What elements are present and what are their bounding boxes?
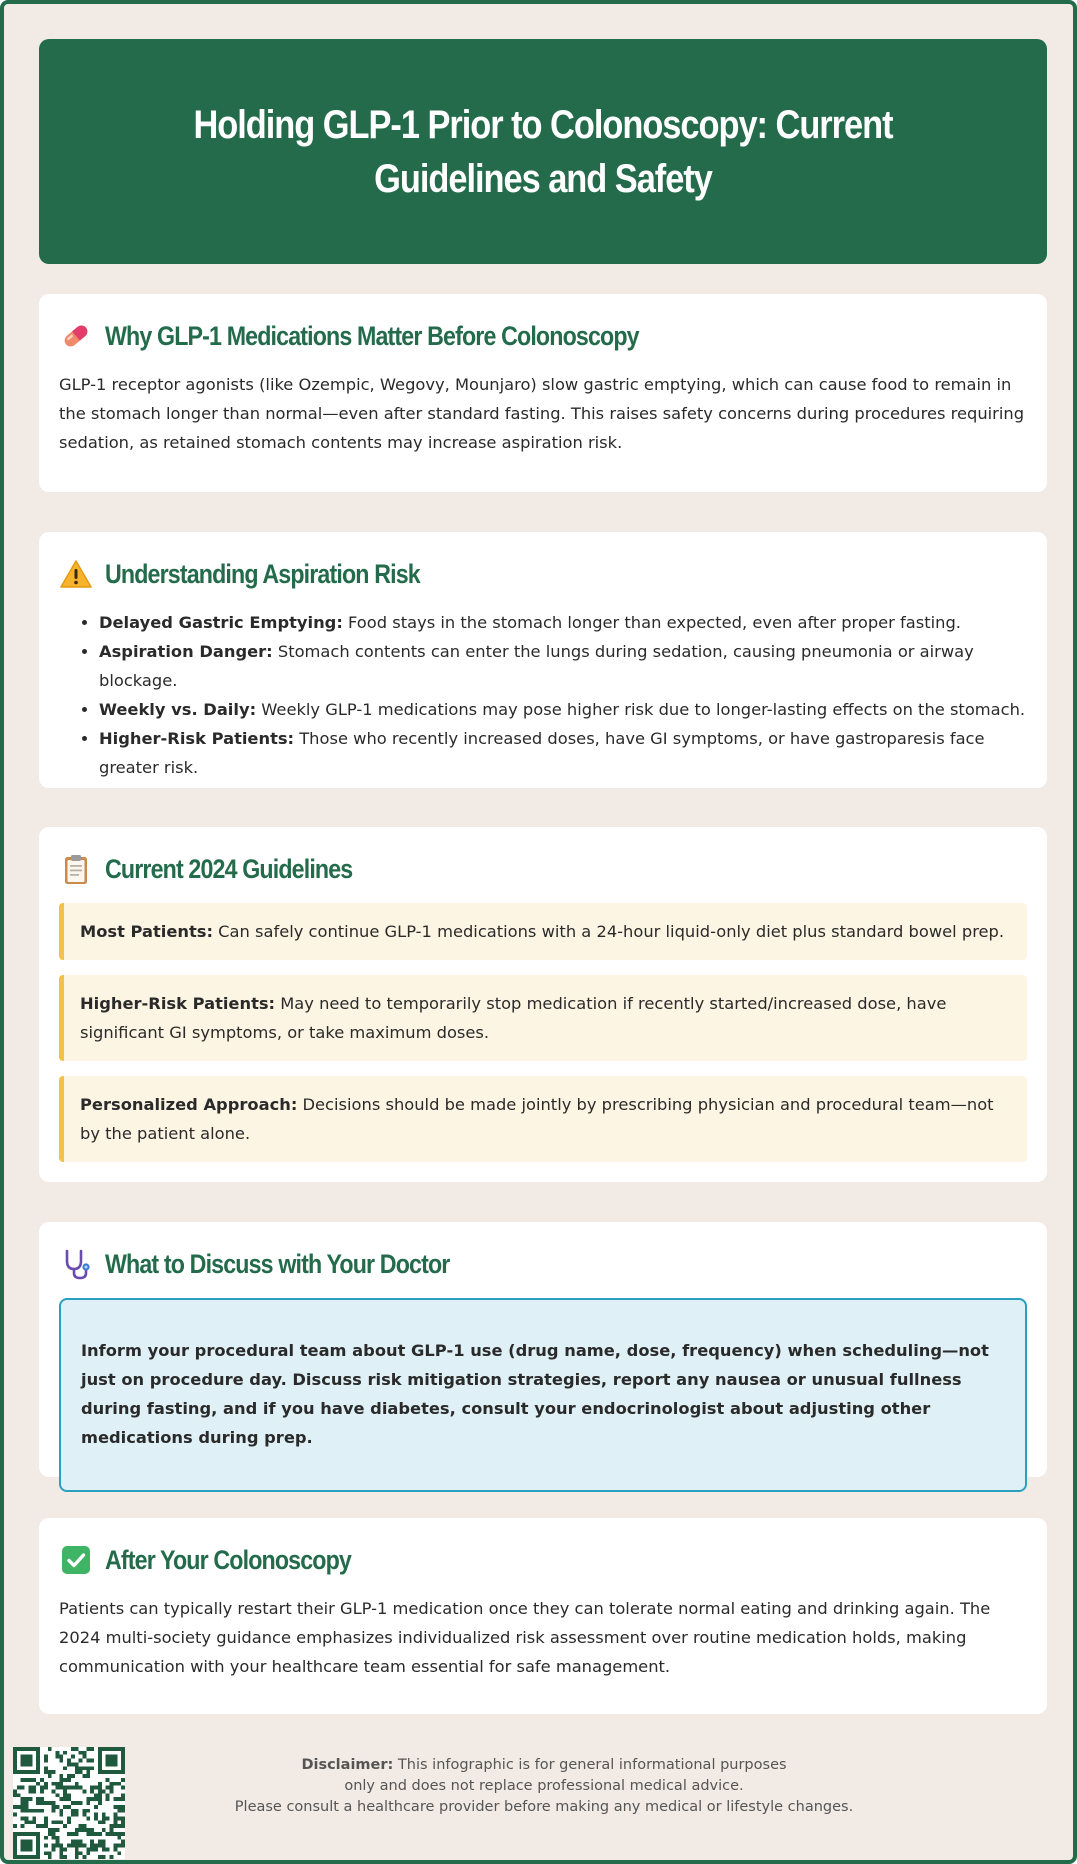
card-discuss-doctor — [39, 1222, 1047, 1477]
guideline-text: Decisions should be made jointly by prescribing physician and procedural team—not by the patient alone. — [80, 1095, 994, 1143]
disclaimer-line: Please consult a healthcare provider before making any medical or lifestyle changes. — [234, 1799, 854, 1815]
guideline-label: Personalized Approach: — [80, 1095, 298, 1114]
risk-list — [59, 608, 1027, 782]
pill-icon — [59, 319, 93, 353]
guideline-box — [59, 975, 1027, 1061]
card-why-glp1 — [39, 294, 1047, 492]
disclaimer-line: only and does not replace professional medical advice. — [344, 1778, 744, 1794]
item-label: Weekly vs. Daily: — [99, 700, 257, 719]
list-item — [99, 695, 1027, 724]
section-body: Patients can typically restart their GLP-1 medication once they can tolerate normal eating and drinking again. The 2024 multi-society guidance emphasizes individualized risk assessment over routine medication holds, making communication with your healthcare team essential for safe management. — [59, 1599, 991, 1676]
disclaimer — [184, 1755, 904, 1818]
list-item — [99, 608, 1027, 637]
item-label: Delayed Gastric Emptying: — [99, 613, 343, 632]
card-header — [59, 847, 1027, 891]
guideline-label: Most Patients: — [80, 922, 213, 941]
header-banner — [39, 39, 1047, 264]
discuss-callout: Inform your procedural team about GLP-1 use (drug name, dose, frequency) when scheduling—not just on procedure day. Discuss risk mitigation strategies, report any nausea or unusual fullness during fasting, and if you have diabetes, consult your endocrinologist about adjusting other medications during prep. — [59, 1298, 1027, 1492]
card-aspiration-risk — [39, 532, 1047, 788]
list-item — [99, 637, 1027, 695]
list-item — [99, 724, 1027, 782]
check-icon — [59, 1543, 93, 1577]
item-text: Weekly GLP-1 medications may pose higher risk due to longer-lasting effects on the stomach. — [256, 700, 1026, 719]
card-header — [59, 552, 1027, 596]
section-title: Understanding Aspiration Risk — [105, 558, 420, 589]
item-text: Those who recently increased doses, have GI symptoms, or have gastroparesis face greater risk. — [99, 729, 985, 777]
disclaimer-line — [184, 1755, 904, 1776]
warning-icon — [59, 557, 93, 591]
item-label: Higher-Risk Patients: — [99, 729, 295, 748]
clipboard-icon — [59, 852, 93, 886]
stethoscope-icon — [59, 1247, 93, 1281]
page-title: Holding GLP-1 Prior to Colonoscopy: Current Guidelines and Safety — [193, 102, 893, 201]
disclaimer-label: Disclaimer: — [301, 1757, 394, 1773]
item-text: Food stays in the stomach longer than expected, even after proper fasting. — [342, 613, 961, 632]
disclaimer-text: This infographic is for general informational purposes — [393, 1757, 787, 1773]
card-header — [59, 1538, 1027, 1582]
item-label: Aspiration Danger: — [99, 642, 273, 661]
card-header — [59, 314, 1027, 358]
section-title: Current 2024 Guidelines — [105, 853, 353, 884]
card-after-colonoscopy — [39, 1518, 1047, 1714]
card-guidelines — [39, 827, 1047, 1182]
guideline-box — [59, 903, 1027, 960]
section-title: What to Discuss with Your Doctor — [105, 1248, 450, 1279]
guideline-text: May need to temporarily stop medication if recently started/increased dose, have significant GI symptoms, or take maximum doses. — [80, 994, 947, 1042]
section-title: Why GLP-1 Medications Matter Before Colonoscopy — [105, 320, 639, 351]
item-text: Stomach contents can enter the lungs during sedation, causing pneumonia or airway blockage. — [99, 642, 974, 690]
guideline-text: Can safely continue GLP-1 medications with a 24-hour liquid-only diet plus standard bowel prep. — [213, 922, 1005, 941]
section-body: GLP-1 receptor agonists (like Ozempic, Wegovy, Mounjaro) slow gastric emptying, which can cause food to remain in the stomach longer than normal—even after standard fasting. This raises safety concerns during procedures requiring sedation, as retained stomach contents may increase aspiration risk. — [59, 375, 1025, 452]
guideline-label: Higher-Risk Patients: — [80, 994, 276, 1013]
section-title: After Your Colonoscopy — [105, 1544, 351, 1575]
qr-code[interactable] — [13, 1747, 125, 1859]
card-header — [59, 1242, 1027, 1286]
guideline-box — [59, 1076, 1027, 1162]
